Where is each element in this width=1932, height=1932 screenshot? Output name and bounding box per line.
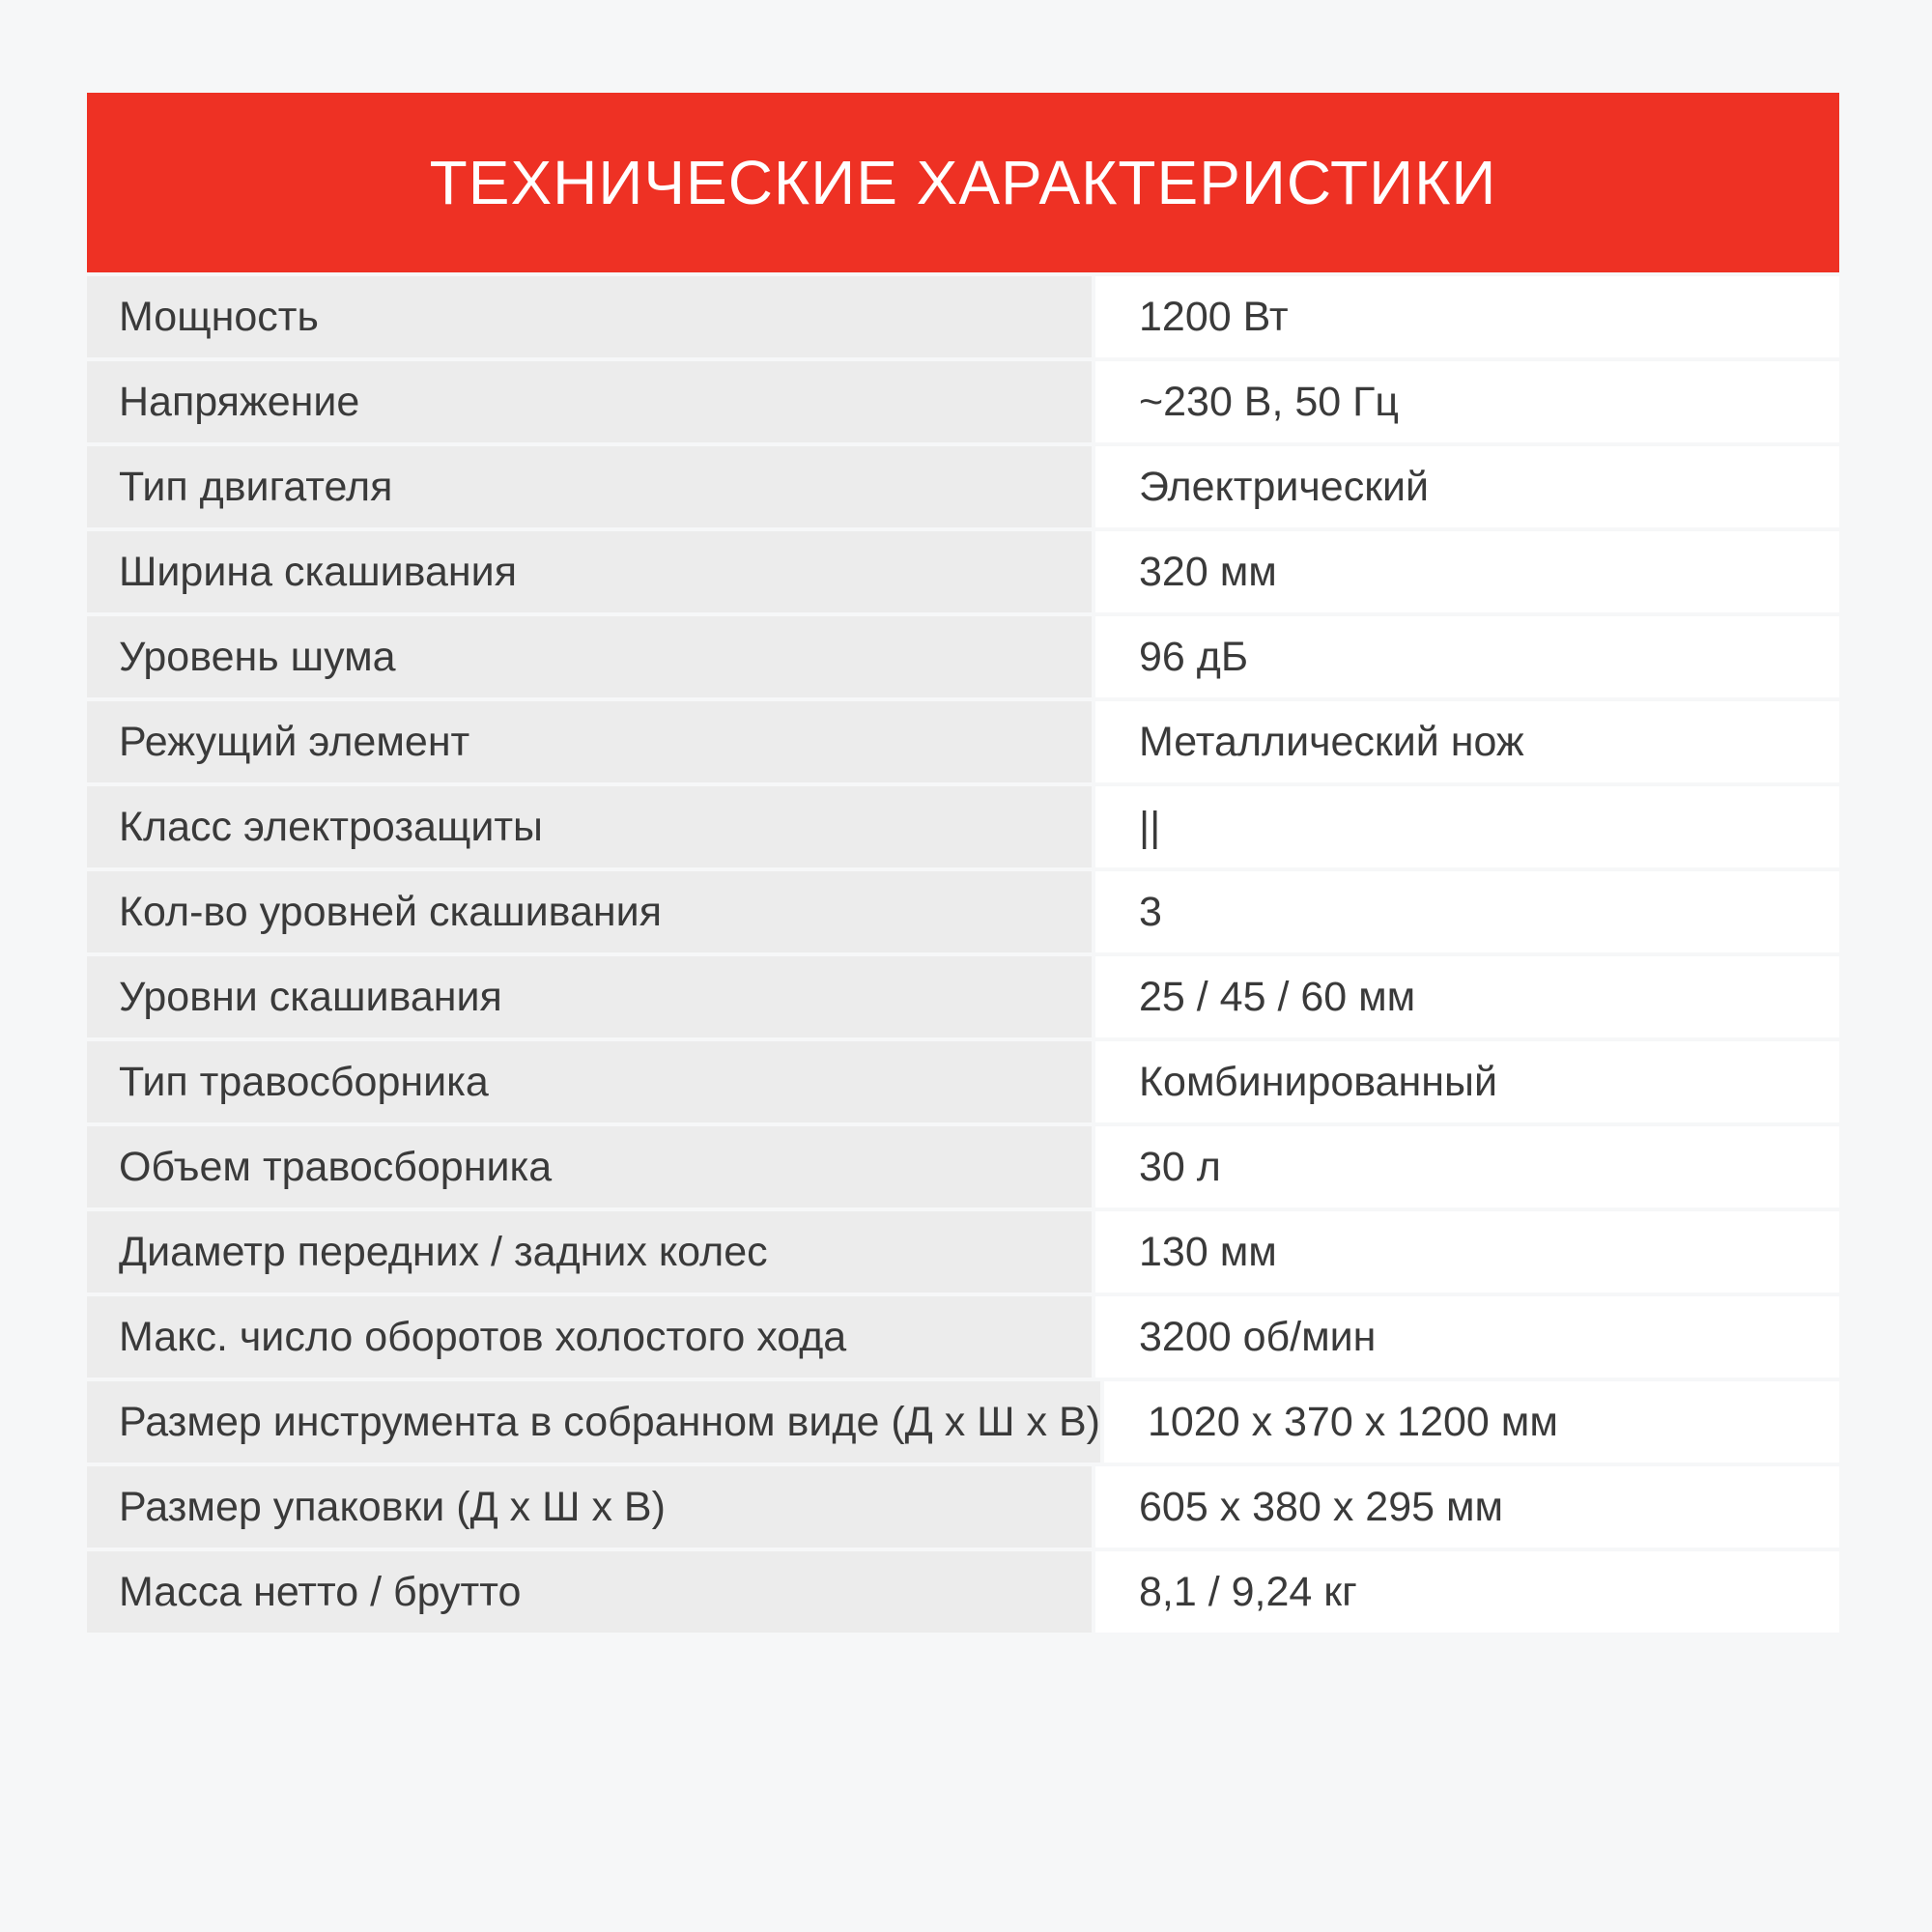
table-row <box>87 956 1839 1037</box>
spec-value: 8,1 / 9,24 кг <box>1095 1551 1839 1633</box>
spec-label: Тип травосборника <box>87 1041 1092 1122</box>
spec-value: 3200 об/мин <box>1095 1296 1839 1378</box>
spec-label: Диаметр передних / задних колес <box>87 1211 1092 1293</box>
spec-label: Уровни скашивания <box>87 956 1092 1037</box>
spec-label: Класс электрозащиты <box>87 786 1092 867</box>
spec-value: 96 дБ <box>1095 616 1839 697</box>
table-row <box>87 1296 1839 1378</box>
spec-label: Мощность <box>87 276 1092 357</box>
spec-rows <box>87 276 1839 1633</box>
spec-header <box>87 93 1839 272</box>
table-row <box>87 531 1839 612</box>
table-row <box>87 1466 1839 1548</box>
spec-value: Комбинированный <box>1095 1041 1839 1122</box>
spec-label: Размер инструмента в собранном виде (Д х Ш х В) <box>87 1381 1100 1463</box>
spec-value: Металлический нож <box>1095 701 1839 782</box>
table-row <box>87 1551 1839 1633</box>
spec-value: 320 мм <box>1095 531 1839 612</box>
table-row <box>87 361 1839 442</box>
spec-value: 3 <box>1095 871 1839 952</box>
table-row <box>87 786 1839 867</box>
spec-label: Объем травосборника <box>87 1126 1092 1208</box>
spec-value: 130 мм <box>1095 1211 1839 1293</box>
spec-label: Кол-во уровней скашивания <box>87 871 1092 952</box>
spec-value: ~230 В, 50 Гц <box>1095 361 1839 442</box>
table-row <box>87 276 1839 357</box>
spec-label: Режущий элемент <box>87 701 1092 782</box>
table-row <box>87 1211 1839 1293</box>
spec-label: Напряжение <box>87 361 1092 442</box>
spec-value: Электрический <box>1095 446 1839 527</box>
spec-label: Макс. число оборотов холостого хода <box>87 1296 1092 1378</box>
spec-card <box>87 93 1839 1633</box>
spec-value: 605 х 380 х 295 мм <box>1095 1466 1839 1548</box>
spec-value: || <box>1095 786 1839 867</box>
spec-label: Ширина скашивания <box>87 531 1092 612</box>
spec-label: Размер упаковки (Д х Ш х В) <box>87 1466 1092 1548</box>
spec-value: 25 / 45 / 60 мм <box>1095 956 1839 1037</box>
table-row <box>87 871 1839 952</box>
spec-label: Уровень шума <box>87 616 1092 697</box>
spec-value: 30 л <box>1095 1126 1839 1208</box>
table-row <box>87 616 1839 697</box>
spec-label: Масса нетто / брутто <box>87 1551 1092 1633</box>
table-row <box>87 1126 1839 1208</box>
table-row <box>87 701 1839 782</box>
table-row <box>87 1041 1839 1122</box>
page-title: ТЕХНИЧЕСКИЕ ХАРАКТЕРИСТИКИ <box>429 148 1497 217</box>
spec-label: Тип двигателя <box>87 446 1092 527</box>
table-row <box>87 446 1839 527</box>
table-row <box>87 1381 1839 1463</box>
spec-value: 1020 х 370 х 1200 мм <box>1104 1381 1839 1463</box>
spec-value: 1200 Вт <box>1095 276 1839 357</box>
